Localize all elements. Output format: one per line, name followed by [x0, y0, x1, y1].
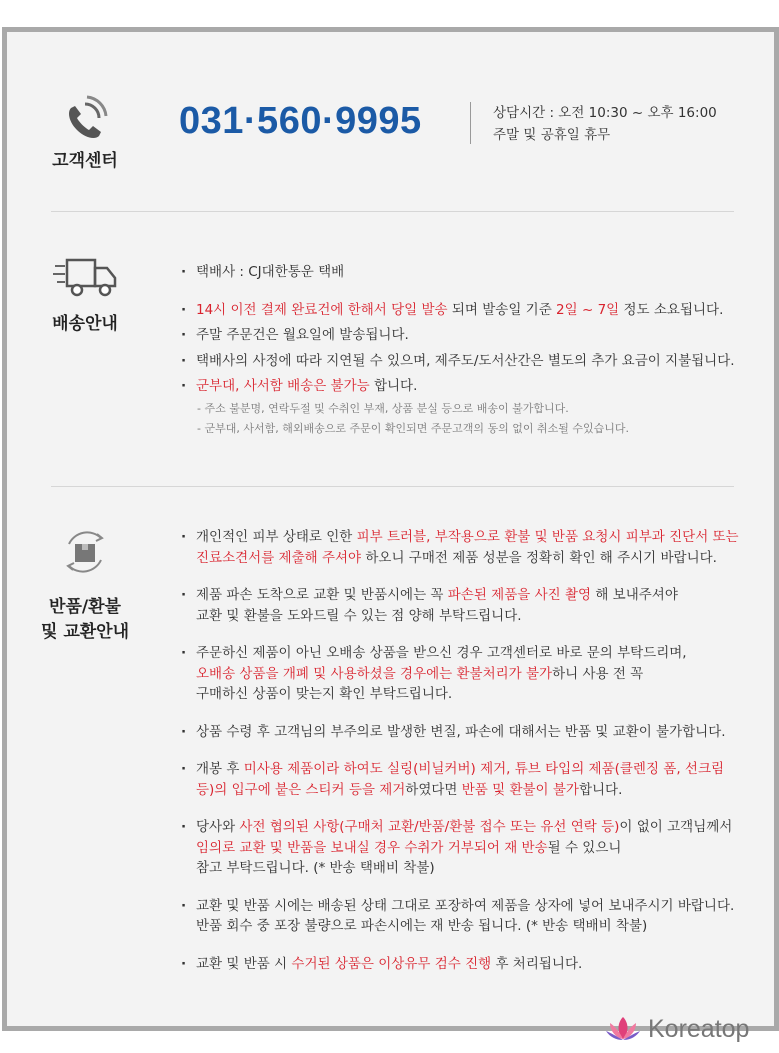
info-panel [2, 27, 779, 1031]
list-item: · 개인적인 피부 상태로 인한 피부 트러블, 부작용으로 환불 및 반품 요청시 피부과 진단서 또는 진료소견서를 제출해 주셔야 하오니 구매전 제품 성분을 정확히 확인 해 주시기 바랍니다. [179, 527, 739, 568]
hours-info [493, 102, 717, 146]
note: - 군부대, 사서함, 해외배송으로 주문이 확인되면 주문고객의 동의 없이 취소될 수있습니다. [197, 421, 629, 435]
list-item: · 개봉 후 미사용 제품이라 하여도 실링(비닐커버) 제거, 튜브 타입의 제품(클렌징 폼, 선크림 등)의 입구에 붙은 스티커 등을 제거하였다면 반품 및 환불이 불가합니다. [179, 759, 739, 800]
list-item: · 교환 및 반품 시 수거된 상품은 이상유무 검수 진행 후 처리됩니다. [179, 954, 739, 975]
list-item: · 군부대, 사서함 배송은 불가능 합니다. [179, 376, 749, 397]
list-item: · 교환 및 반품 시에는 배송된 상태 그대로 포장하여 제품을 상자에 넣어 보내주시기 바랍니다. 반품 회수 중 포장 불량으로 파손시에는 재 반송 됩니다. (* 반송 택배비 착불) [179, 896, 739, 937]
holiday-notice: 주말 및 공휴일 휴무 [493, 127, 611, 143]
list-item: · 상품 수령 후 고객님의 부주의로 발생한 변질, 파손에 대해서는 반품 및 교환이 불가합니다. [179, 722, 739, 743]
return-box-icon [59, 526, 111, 578]
section-divider [51, 486, 734, 487]
shipping-list [179, 262, 749, 439]
divider [470, 102, 471, 144]
section-divider [51, 211, 734, 212]
list-item: · 제품 파손 도착으로 교환 및 반품시에는 꼭 파손된 제품을 사진 촬영 해 보내주셔야 교환 및 환불을 도와드릴 수 있는 점 양해 부탁드립니다. [179, 585, 739, 626]
list-item: · 주문하신 제품이 아닌 오배송 상품을 받으신 경우 고객센터로 바로 문의 부탁드리며, 오배송 상품을 개폐 및 사용하셨을 경우에는 환불처리가 불가하니 사용 전 꼭 구매하신 상품이 맞는지 확인 부탁드립니다. [179, 643, 739, 705]
list-item: · 주말 주문건은 월요일에 발송됩니다. [179, 325, 749, 346]
phone-number[interactable]: 031·560·9995 [179, 100, 422, 142]
list-item: · 당사와 사전 협의된 사항(구매처 교환/반품/환불 접수 또는 유선 연락 등)이 없이 고객님께서 임의로 교환 및 반품을 보내실 경우 수취가 거부되어 재 반송될 수 있으니 참고 부탁드립니다. (* 반송 택배비 착불) [179, 817, 739, 879]
returns-list [179, 527, 739, 974]
returns-label [25, 595, 145, 645]
truck-icon [51, 256, 121, 300]
brand-name: Koreatop [648, 1014, 750, 1043]
list-item: · 14시 이전 결제 완료건에 한해서 당일 발송 되며 발송일 기준 2일 ~ 7일 정도 소요됩니다. [179, 300, 749, 321]
list-item: · 택배사 : CJ대한통운 택배 [179, 262, 749, 283]
note: - 주소 불분명, 연락두절 및 수취인 부재, 상품 분실 등으로 배송이 불가합니다. [197, 401, 569, 415]
phone-icon [57, 94, 117, 144]
returns-label-line1: 반품/환불 [49, 597, 121, 617]
brand-logo[interactable] [604, 1013, 749, 1045]
lotus-logo-icon [604, 1015, 642, 1043]
consult-hours: 상담시간 : 오전 10:30 ~ 오후 16:00 [493, 105, 717, 121]
returns-label-line2: 및 교환안내 [40, 622, 130, 642]
customer-center-label: 고객센터 [52, 151, 118, 171]
shipping-label: 배송안내 [52, 314, 118, 334]
list-item: · 택배사의 사정에 따라 지연될 수 있으며, 제주도/도서산간은 별도의 추가 요금이 지불됩니다. [179, 351, 749, 372]
